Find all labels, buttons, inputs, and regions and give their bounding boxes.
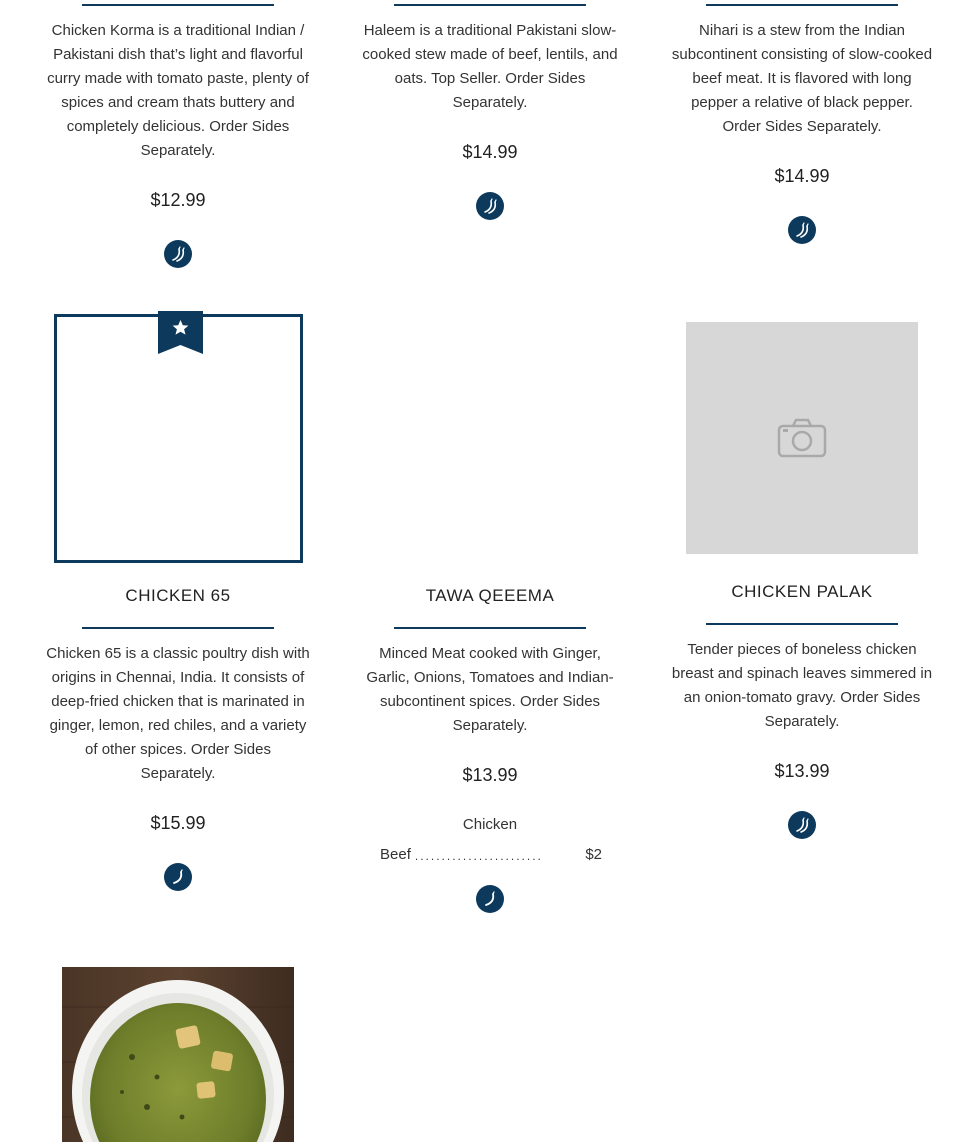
double-chili-icon	[788, 216, 816, 244]
single-chili-icon	[476, 885, 504, 913]
star-badge	[158, 311, 203, 354]
variant-header: Chicken	[462, 816, 518, 833]
variant-price: $2	[585, 846, 602, 863]
variant-leader-dots: ........................	[414, 849, 543, 863]
divider-chicken-65	[82, 627, 274, 629]
item-description-haleem: Haleem is a traditional Pakistani slow-cooked stew made of beef, lentils, and oats. Top Seller. Order Sides Separately.	[362, 22, 618, 111]
item-title-tawa-qeeema: TAWA QEEEMA	[425, 586, 555, 605]
item-price-chicken-palak: $13.99	[774, 761, 830, 781]
item-image-placeholder-chicken-palak[interactable]	[686, 322, 918, 554]
double-chili-icon	[476, 192, 504, 220]
double-chili-icon	[164, 240, 192, 268]
item-description-tawa-qeeema: Minced Meat cooked with Ginger, Garlic, Onions, Tomatoes and Indian-subcontinent spices. Order Sides Separately.	[366, 645, 614, 734]
item-price-nihari: $14.99	[774, 166, 830, 186]
divider-haleem-top	[394, 4, 586, 6]
variant-name: Beef	[380, 846, 411, 863]
item-description-korma: Chicken Korma is a traditional Indian / Pakistani dish that’s light and flavorful curry made with tomato paste, plenty of spices and cream thats buttery and completely delicious. Order Sides Separately.	[47, 22, 309, 159]
item-price-haleem: $14.99	[462, 142, 518, 162]
single-chili-icon	[164, 863, 192, 891]
item-description-chicken-palak: Tender pieces of boneless chicken breast and spinach leaves simmered in an onion-tomato gravy. Order Sides Separately.	[671, 641, 933, 730]
camera-icon	[777, 418, 827, 458]
item-title-chicken-palak: CHICKEN PALAK	[731, 582, 873, 601]
item-price-chicken-65: $15.99	[150, 813, 206, 833]
item-price-korma: $12.99	[150, 190, 206, 210]
variant-row-beef[interactable]	[380, 846, 602, 866]
divider-nihari-top	[706, 4, 898, 6]
item-description-chicken-65: Chicken 65 is a classic poultry dish with origins in Chennai, India. It consists of deep-fried chicken that is marinated in ginger, lemon, red chiles, and a variety of other spices. Order Sides Separately.	[46, 645, 310, 782]
item-title-chicken-65: CHICKEN 65	[125, 586, 231, 605]
item-price-tawa-qeeema: $13.99	[462, 765, 518, 785]
divider-tawa-qeeema	[394, 627, 586, 629]
divider-chicken-palak	[706, 623, 898, 625]
item-description-nihari: Nihari is a stew from the Indian subcontinent consisting of slow-cooked beef meat. It is flavored with long pepper a relative of black pepper. Order Sides Separately.	[671, 22, 933, 135]
double-chili-icon	[788, 811, 816, 839]
divider-korma-top	[82, 4, 274, 6]
item-photo-spinach-dish[interactable]	[62, 967, 294, 1142]
